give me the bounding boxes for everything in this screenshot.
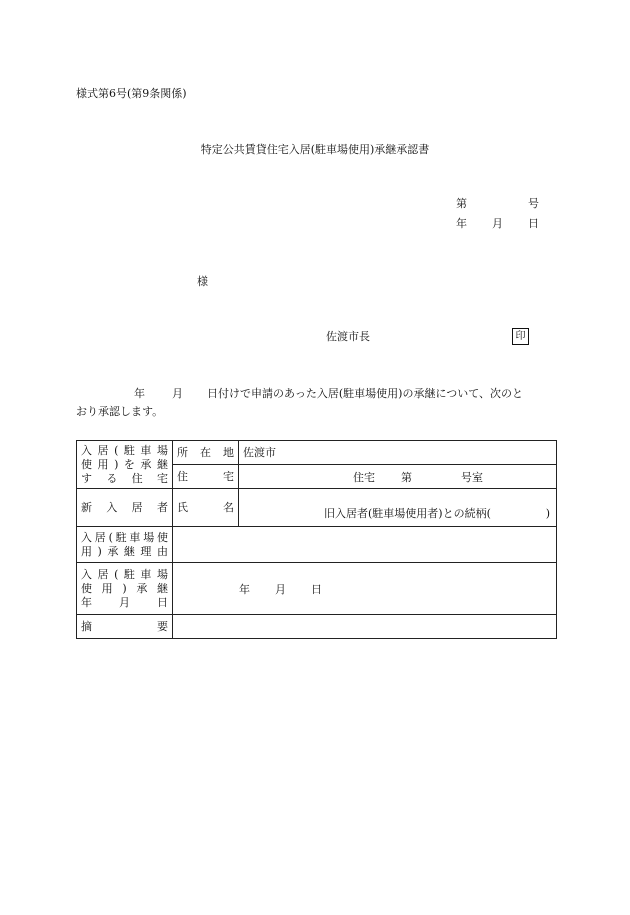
label-char: 者 — [156, 500, 168, 514]
residence-value-room: 号室 — [461, 471, 483, 484]
body-line1-rest: 日付けで申請のあった入居(駐車場使用)の承継について、次のと — [207, 387, 524, 400]
label-char: 由 — [156, 544, 168, 558]
label-char: 使 — [156, 530, 168, 544]
document-date-day: 日 — [528, 217, 539, 230]
document-date-month: 月 — [492, 217, 503, 230]
label-char: 地 — [223, 445, 234, 459]
label-char: 継 — [156, 457, 168, 471]
label-char: 場 — [156, 567, 168, 581]
label-char: ( — [114, 567, 119, 581]
reason-value[interactable] — [173, 527, 557, 563]
document-title: 特定公共賃貸住宅入居(駐車場使用)承継承認書 — [200, 143, 430, 156]
label-char: 駐 — [115, 530, 127, 544]
addressee-honorific: 様 — [197, 275, 208, 288]
address-label-chars — [177, 446, 234, 460]
new-resident-label-chars — [81, 501, 168, 515]
label-char: 場 — [143, 530, 155, 544]
label-char: ) — [97, 544, 102, 558]
document-date-year: 年 — [456, 217, 467, 230]
name-label-chars — [177, 501, 234, 515]
label-char: 入 — [106, 500, 118, 514]
label-char: 新 — [81, 500, 92, 514]
label-char: 車 — [140, 443, 152, 457]
label-char: 要 — [157, 619, 168, 633]
label-char: ( — [114, 443, 119, 457]
succession-date-label — [77, 563, 173, 615]
label-char: 居 — [97, 567, 109, 581]
label-char: る — [106, 471, 118, 485]
body-year: 年 — [134, 387, 145, 400]
label-char: 車 — [140, 567, 152, 581]
address-row — [77, 441, 557, 465]
succession-year: 年 — [239, 583, 250, 596]
label-char: 駐 — [123, 443, 135, 457]
residence-label — [173, 465, 239, 489]
new-resident-label — [77, 489, 173, 527]
label-char: 年 — [81, 595, 92, 609]
label-char: 宅 — [223, 469, 234, 483]
succession-month: 月 — [275, 583, 286, 596]
label-char: 所 — [177, 445, 188, 459]
remarks-value[interactable] — [173, 615, 557, 639]
label-char: 名 — [223, 500, 234, 514]
document-number-suffix: 号 — [528, 197, 539, 210]
label-char: 居 — [131, 500, 143, 514]
label-char: 宅 — [156, 471, 168, 485]
label-char: 摘 — [81, 619, 92, 633]
label-char: 承 — [136, 581, 148, 595]
label-char: 日 — [157, 595, 168, 609]
label-char: 使 — [81, 457, 92, 471]
body-text-line-2: おり承認します。 — [76, 405, 164, 418]
label-char: 場 — [156, 443, 168, 457]
document-number-prefix: 第 — [456, 197, 467, 210]
name-label — [173, 489, 239, 527]
succession-day: 日 — [311, 583, 322, 596]
reason-row — [77, 527, 557, 563]
approval-table — [76, 440, 557, 639]
label-char: ) — [122, 581, 127, 595]
label-char: 入 — [81, 443, 92, 457]
address-label — [173, 441, 239, 465]
label-char: す — [81, 471, 92, 485]
label-char: 居 — [94, 530, 106, 544]
label-char: 承 — [107, 544, 119, 558]
label-char: ( — [108, 530, 113, 544]
reason-label — [77, 527, 173, 563]
body-month: 月 — [172, 387, 183, 400]
label-char: 住 — [131, 471, 143, 485]
label-char: ) — [114, 457, 119, 471]
label-char: 駐 — [123, 567, 135, 581]
label-char: 入 — [81, 530, 92, 544]
residence-value-number: 第 — [401, 471, 412, 484]
label-char: を — [123, 457, 135, 471]
succession-date-value[interactable] — [173, 563, 557, 615]
label-char: 継 — [123, 544, 135, 558]
label-char: 用 — [101, 581, 113, 595]
label-char: 理 — [140, 544, 152, 558]
relationship-text: 旧入居者(駐車場使用者)との続柄( — [324, 507, 491, 520]
label-char: 使 — [81, 581, 92, 595]
label-char: 承 — [140, 457, 152, 471]
label-char: 住 — [177, 469, 188, 483]
housing-label — [77, 441, 173, 489]
relationship-close: ) — [545, 507, 550, 520]
new-resident-row — [77, 489, 557, 527]
label-char: 用 — [97, 457, 109, 471]
new-resident-name-value[interactable] — [239, 489, 557, 527]
label-char: 車 — [129, 530, 141, 544]
address-value[interactable]: 佐渡市 — [239, 441, 557, 465]
label-char: 継 — [156, 581, 168, 595]
remarks-label-chars — [81, 620, 168, 634]
label-char: 在 — [200, 445, 211, 459]
residence-value-house: 住宅 — [353, 471, 375, 484]
residence-label-chars — [177, 470, 234, 484]
succession-date-row — [77, 563, 557, 615]
seal-mark: 印 — [512, 328, 529, 345]
label-char: 居 — [97, 443, 109, 457]
remarks-label — [77, 615, 173, 639]
label-char: 氏 — [177, 500, 188, 514]
label-char: 用 — [81, 544, 92, 558]
label-char: 月 — [119, 595, 130, 609]
remarks-row — [77, 615, 557, 639]
residence-value[interactable] — [239, 465, 557, 489]
form-number: 様式第6号(第9条関係) — [76, 87, 187, 100]
label-char: 入 — [81, 567, 92, 581]
issuer-name: 佐渡市長 — [326, 330, 370, 343]
